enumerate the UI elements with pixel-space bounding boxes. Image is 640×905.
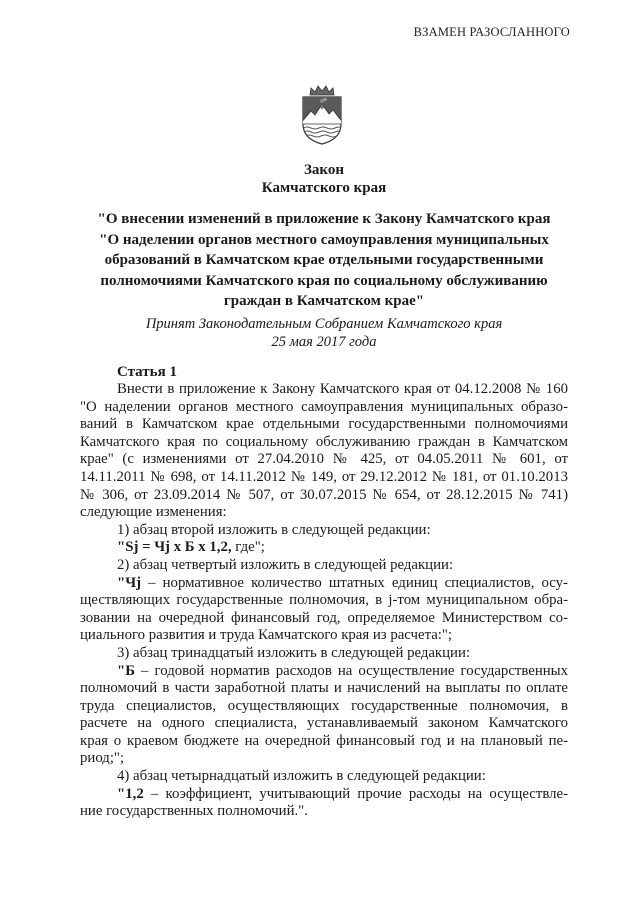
article-line [80, 575, 568, 593]
formula-bold: "Sj = Чj х Б х 1,2, [117, 539, 232, 556]
article-line [80, 698, 568, 716]
line-text: – коэффициент, учитывающий прочие расходы на осуществле- [143, 785, 568, 802]
line-text: труда специалистов, осуществляющих государственные полномочия, в [80, 697, 568, 714]
article-line [80, 557, 568, 575]
title-line: "О наделении органов местного самоуправления муниципальных [99, 231, 549, 248]
line-text: края о краевом бюджете на очередной финансовый год и на плановый пе- [80, 732, 568, 749]
article-line [80, 750, 568, 768]
law-header [80, 162, 568, 197]
article-line [80, 434, 568, 452]
line-text: 3) абзац тринадцатый изложить в следующей редакции: [117, 644, 470, 661]
article-body [80, 381, 568, 821]
term-bold: "Чj [117, 574, 142, 591]
title-line: "О внесении изменений в приложение к Закону Камчатского края [97, 211, 551, 227]
article-line [80, 504, 568, 522]
article-line [80, 522, 568, 540]
adoption-note [80, 316, 568, 351]
coat-of-arms-icon [298, 84, 346, 146]
title-line: образований в Камчатском крае отдельными государственными [104, 252, 544, 268]
line-text: – годовой норматив расходов на осуществление государственных [135, 662, 568, 679]
article-line [80, 627, 568, 645]
line-text: полномочий в части заработной платы и начислений на выплаты по оплате [80, 680, 568, 697]
line-text: "О наделении органов местного самоуправления муниципальных образо- [80, 398, 568, 415]
term-bold: "1,2 [117, 785, 144, 802]
line-text: крае" (с изменениями от 27.04.2010 № 425, от 04.05.2011 № 601, от [80, 451, 568, 468]
article-line [80, 645, 568, 663]
line-text: 1) абзац второй изложить в следующей редакции: [117, 521, 431, 538]
line-text: 14.11.2011 № 698, от 14.11.2012 № 149, от 29.12.2012 № 181, от 01.10.2013 [80, 468, 568, 485]
article-line [80, 786, 568, 804]
adoption-body: Принят Законодательным Собранием Камчатского края [145, 316, 503, 332]
article-line [80, 539, 568, 557]
doc-type: Закон [303, 162, 344, 178]
article-line [80, 663, 568, 681]
title-line: граждан в Камчатском крае" [223, 293, 425, 309]
article-line [80, 610, 568, 628]
article-line [80, 416, 568, 434]
article-line [80, 768, 568, 786]
line-text: ществляющих государственные полномочия, в j-том муниципальном обра- [80, 592, 568, 609]
line-text: Внести в приложение к Закону Камчатского края от 04.12.2008 № 160 [117, 381, 568, 397]
line-text: 2) абзац четвертый изложить в следующей редакции: [117, 556, 454, 573]
article-line [80, 469, 568, 487]
line-text: ваний в Камчатском крае отдельными государственными полномочиями [80, 416, 568, 433]
article-line [80, 733, 568, 751]
article-line [80, 487, 568, 505]
distribution-stamp: ВЗАМЕН РАЗОСЛАННОГО [413, 25, 570, 39]
article-line [80, 592, 568, 610]
doc-issuer: Камчатского края [261, 179, 387, 196]
article-line [80, 803, 568, 821]
term-bold: "Б [117, 662, 135, 679]
article-heading: Статья 1 [117, 364, 177, 380]
article-line [80, 715, 568, 733]
article-line [80, 399, 568, 417]
title-line: полномочиями Камчатского края по социальному обслуживанию [100, 272, 548, 289]
line-text: риод;"; [80, 750, 125, 767]
line-text: № 306, от 23.09.2014 № 507, от 30.07.2015 № 654, от 28.12.2015 № 741) [80, 486, 568, 503]
line-text: ние государственных полномочий.". [80, 803, 308, 820]
line-text: – нормативное количество штатных единиц специалистов, осу- [141, 574, 568, 591]
line-text: где"; [231, 539, 265, 556]
line-text: циального развития и труда Камчатского края из расчета:"; [80, 627, 453, 644]
article-line [80, 381, 568, 399]
article-line [80, 451, 568, 469]
line-text: следующие изменения: [80, 504, 227, 521]
article-line [80, 680, 568, 698]
line-text: расчете на одного специалиста, устанавливаемый законом Камчатского [80, 715, 568, 732]
line-text: 4) абзац четырнадцатый изложить в следующей редакции: [117, 768, 486, 785]
law-title [80, 209, 568, 312]
adoption-date: 25 мая 2017 года [271, 333, 377, 350]
line-text: зовании на очередной финансовый год, определяемое Министерством со- [80, 609, 568, 626]
line-text: Камчатского края по социальному обслуживанию граждан в Камчатском [80, 433, 568, 450]
